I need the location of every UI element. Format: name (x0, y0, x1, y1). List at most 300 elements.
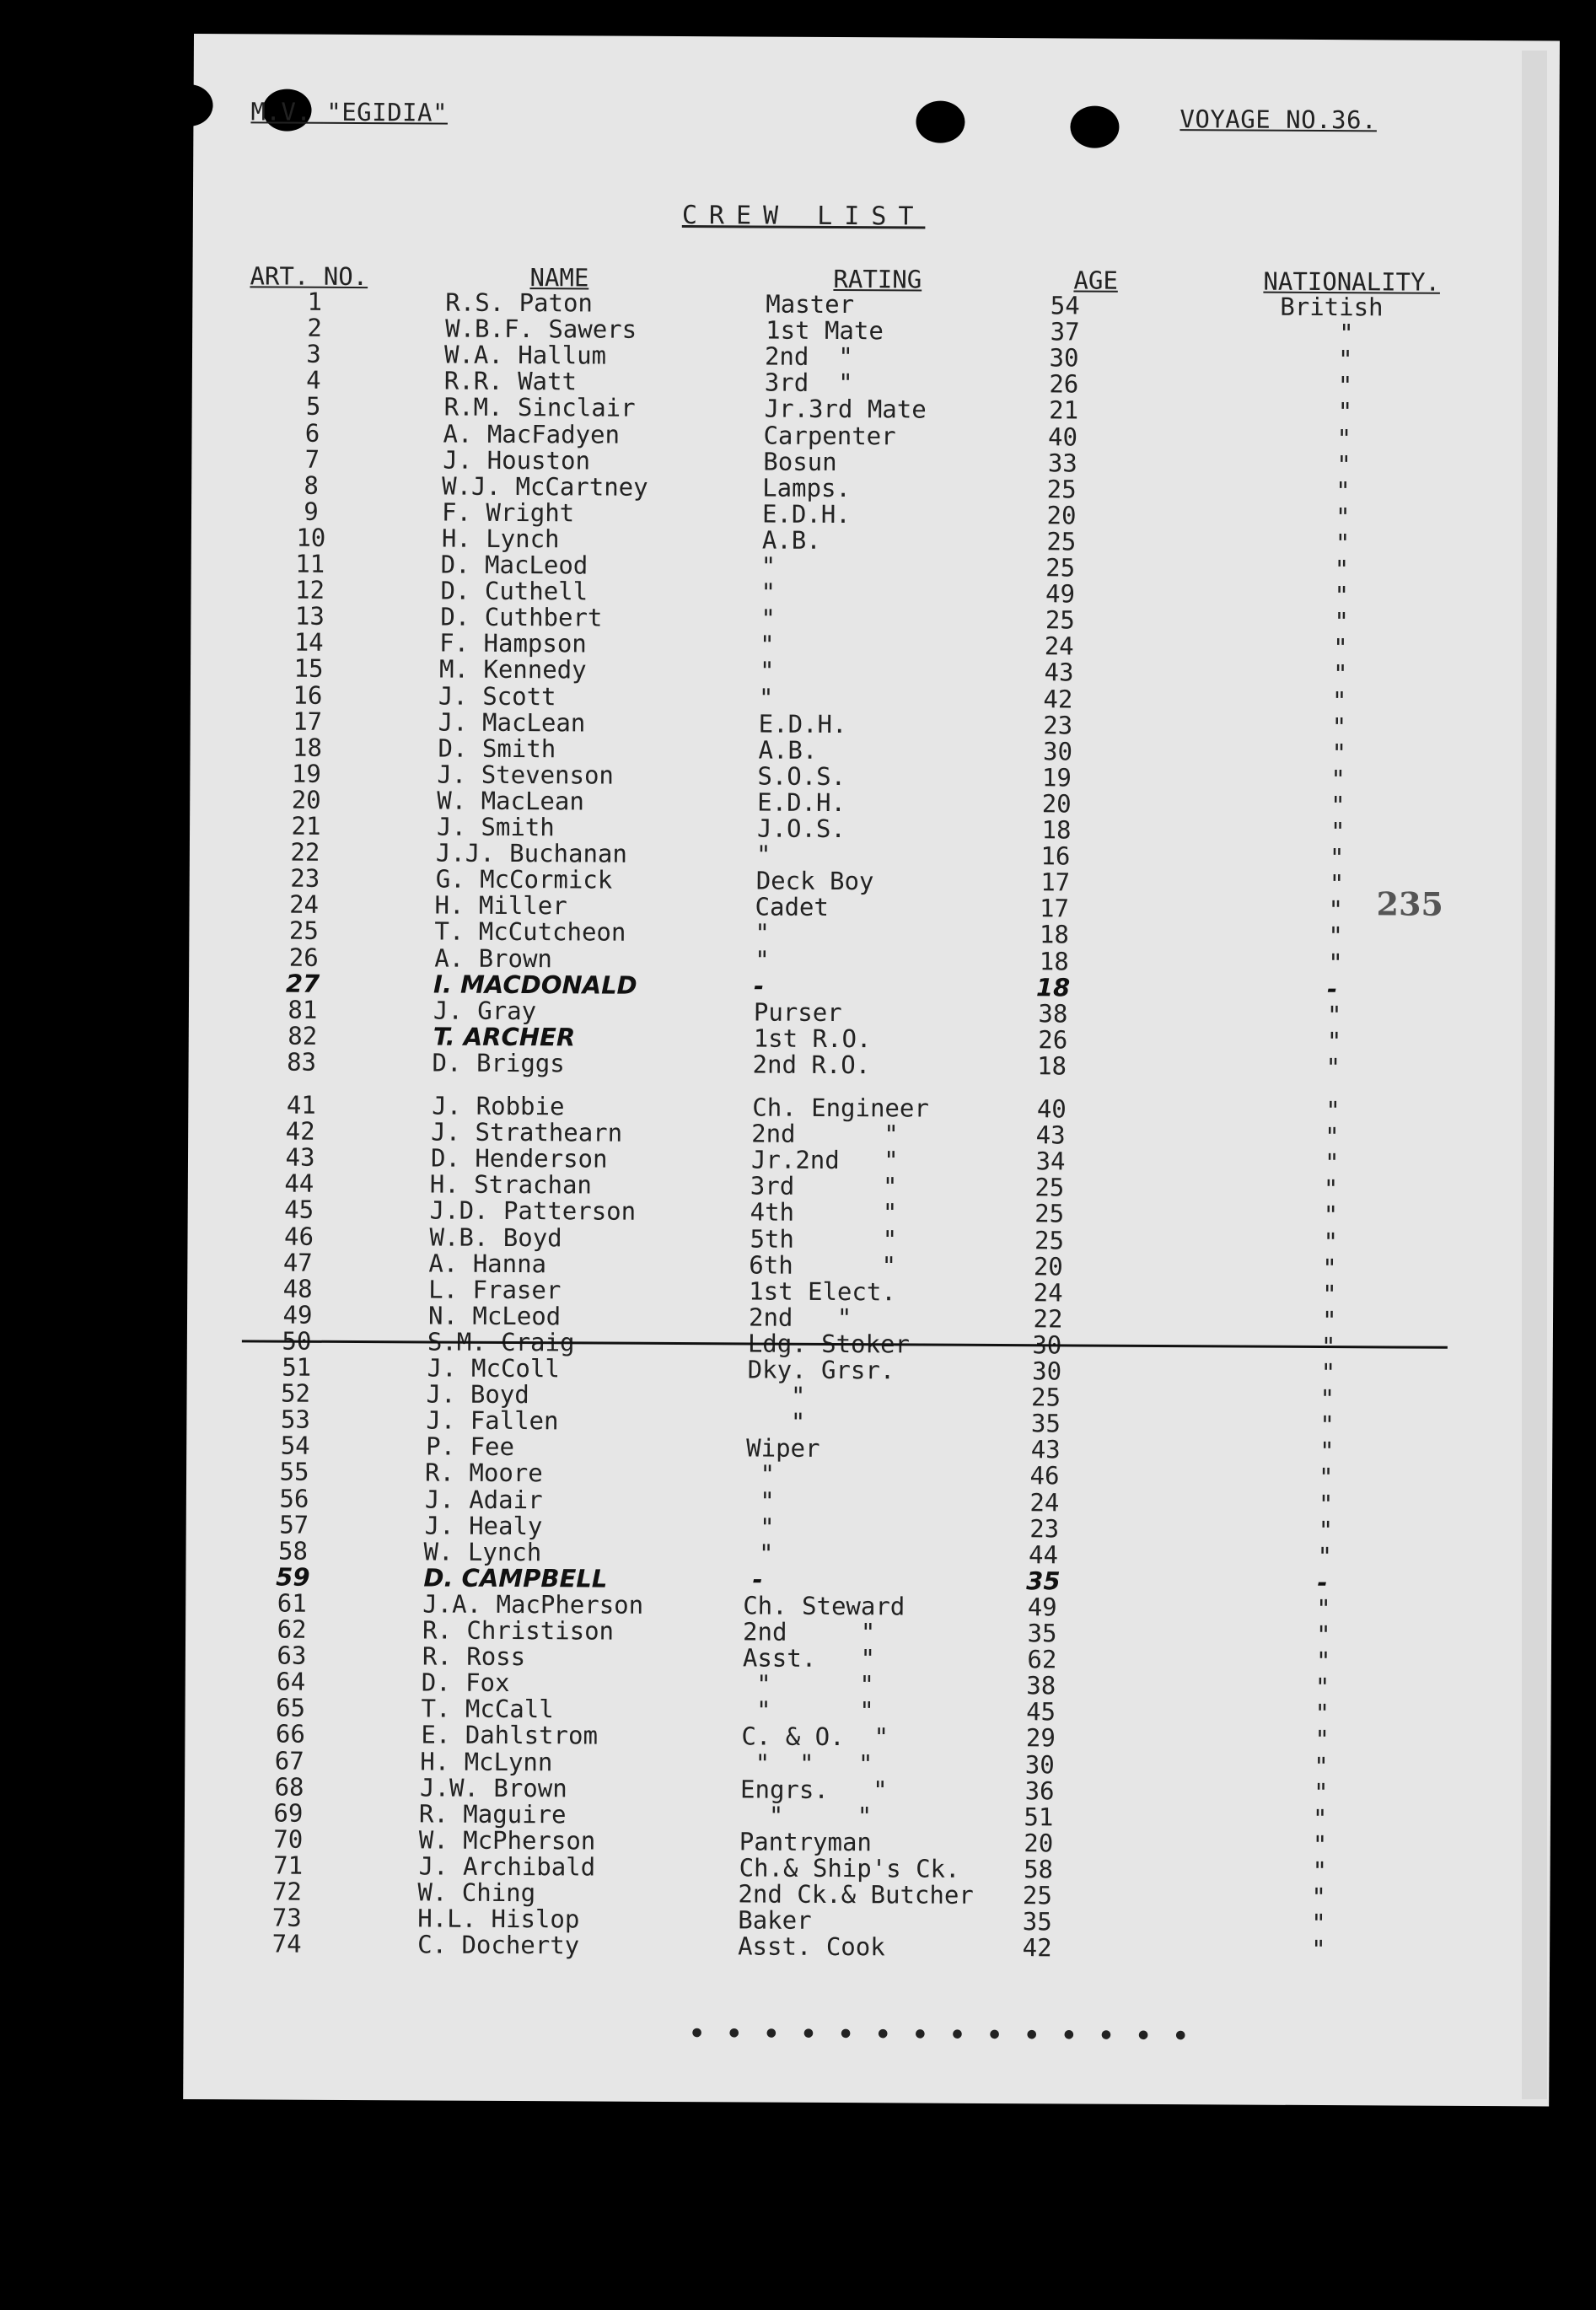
nationality-cell: " (1325, 1052, 1341, 1082)
name-cell: J.W. Brown (420, 1773, 567, 1802)
age-cell: 35 (1022, 1907, 1052, 1937)
age-cell: 38 (1026, 1671, 1056, 1700)
art-no-cell: 27 (285, 969, 320, 998)
name-cell: M. Kennedy (438, 654, 587, 685)
age-cell: 29 (1025, 1723, 1056, 1753)
name-cell: H.L. Hislop (417, 1904, 580, 1934)
art-no-cell: 18 (293, 733, 323, 762)
name-cell: T. McCutcheon (434, 916, 626, 948)
art-no-cell: 48 (282, 1274, 313, 1303)
art-no-cell: 44 (284, 1168, 314, 1199)
name-cell: J. Adair (424, 1484, 543, 1514)
art-no-cell: 26 (288, 943, 319, 972)
age-cell: 54 (1050, 291, 1080, 320)
nationality-cell: - (1317, 1567, 1328, 1597)
rating-cell: Wiper (746, 1433, 820, 1464)
art-no-cell: 82 (287, 1021, 318, 1050)
rating-cell: C. & O. " (741, 1722, 889, 1752)
art-no-cell: 72 (271, 1877, 303, 1906)
nationality-cell: " (1332, 659, 1348, 689)
rating-cell: 6th " (749, 1250, 897, 1280)
nationality-cell: " (1337, 345, 1353, 374)
rating-cell: " (760, 578, 777, 607)
age-cell: 25 (1045, 605, 1075, 635)
age-cell: 40 (1036, 1094, 1067, 1124)
nationality-cell: " (1336, 449, 1351, 479)
name-cell: C. Docherty (417, 1930, 580, 1960)
art-no-cell: 2 (307, 313, 322, 342)
art-no-cell: 9 (304, 497, 319, 526)
nationality-cell: " (1317, 1541, 1333, 1571)
name-cell: F. Wright (441, 497, 575, 528)
nationality-cell: " (1329, 869, 1345, 899)
name-cell: R.R. Watt (443, 366, 578, 396)
col-header-rating: RATING (833, 264, 922, 294)
rating-cell: Master (766, 289, 855, 320)
name-cell: R. Christison (422, 1615, 615, 1646)
voyage-number: VOYAGE NO.36. (1180, 105, 1378, 135)
punch-hole-left (164, 84, 212, 126)
nationality-cell: " (1316, 1593, 1331, 1623)
art-no-cell: 74 (271, 1929, 302, 1958)
name-cell: D. Fox (421, 1668, 510, 1698)
art-no-cell: 66 (275, 1719, 305, 1749)
nationality-cell: " (1318, 1489, 1334, 1518)
nationality-cell: " (1325, 1096, 1341, 1125)
name-cell: J. Smith (436, 812, 555, 842)
rating-cell: E.D.H. (758, 709, 847, 739)
age-cell: 20 (1033, 1251, 1063, 1281)
age-cell: 22 (1033, 1304, 1063, 1334)
nationality-cell: " (1312, 1856, 1328, 1885)
age-cell: 18 (1039, 946, 1069, 975)
rating-cell: 2nd R.O. (752, 1050, 871, 1080)
page-edge (1522, 51, 1547, 2099)
rating-cell: S.O.S. (757, 761, 846, 791)
nationality-cell: " (1318, 1515, 1334, 1544)
rating-cell: 2nd " (751, 1119, 899, 1149)
art-no-cell: 56 (279, 1484, 309, 1513)
nationality-cell: " (1323, 1174, 1339, 1204)
name-cell: I. MACDONALD (433, 970, 637, 1000)
art-no-cell: 61 (277, 1588, 307, 1618)
art-no-cell: 11 (295, 549, 325, 578)
age-cell: 24 (1033, 1277, 1063, 1308)
art-no-cell: 22 (290, 837, 320, 867)
age-cell: 24 (1044, 631, 1074, 661)
name-cell: D. MacLeod (440, 550, 588, 580)
age-cell: 19 (1041, 763, 1072, 792)
nationality-cell: " (1333, 633, 1348, 663)
nationality-cell: " (1314, 1699, 1330, 1728)
art-no-cell: 53 (280, 1405, 310, 1434)
rating-cell: Cadet (755, 892, 829, 922)
art-no-cell: 64 (276, 1667, 306, 1696)
age-cell: 35 (1030, 1409, 1061, 1438)
name-cell: H. McLynn (420, 1746, 553, 1776)
rating-cell: Purser (753, 997, 842, 1027)
name-cell: J. Boyd (426, 1379, 529, 1410)
nationality-cell: " (1331, 712, 1347, 741)
art-no-cell: 58 (278, 1536, 309, 1566)
age-cell: 43 (1044, 658, 1074, 687)
art-no-cell: 3 (306, 339, 321, 368)
name-cell: J. Strathearn (431, 1117, 623, 1147)
nationality-cell: " (1314, 1725, 1330, 1754)
nationality-cell: " (1334, 555, 1350, 584)
art-no-cell: 67 (274, 1746, 304, 1775)
nationality-cell: " (1312, 1829, 1328, 1859)
age-cell: 30 (1032, 1356, 1062, 1386)
name-cell: S.M. Craig (427, 1327, 575, 1357)
age-cell: 20 (1046, 501, 1077, 530)
rating-cell: 2nd Ck.& Butcher (738, 1879, 974, 1910)
age-cell: 20 (1024, 1828, 1054, 1858)
rating-cell: " (760, 630, 775, 659)
rating-cell: Engrs. " (740, 1775, 888, 1804)
nationality-cell: " (1330, 764, 1346, 793)
rating-cell: Asst. " (742, 1643, 876, 1673)
col-header-nationality: NATIONALITY. (1263, 266, 1441, 297)
art-no-cell: 52 (280, 1378, 311, 1408)
name-cell: A. Hanna (428, 1249, 547, 1278)
nationality-cell: " (1336, 423, 1352, 453)
rating-cell: Baker (738, 1905, 812, 1935)
nationality-cell: " (1330, 790, 1346, 820)
art-no-cell: 5 (305, 392, 321, 422)
age-cell: 26 (1038, 1025, 1068, 1055)
rating-cell: Deck Boy (755, 866, 874, 896)
nationality-cell: " (1326, 1026, 1342, 1056)
age-cell: 43 (1035, 1120, 1066, 1150)
name-cell: R.S. Paton (445, 287, 594, 318)
art-no-cell: 81 (287, 995, 318, 1024)
art-no-cell: 83 (287, 1047, 317, 1077)
name-cell: D. Henderson (430, 1143, 608, 1174)
name-cell: F. Hampson (439, 628, 587, 658)
age-cell: 42 (1022, 1933, 1052, 1963)
rating-cell: E.D.H. (757, 787, 846, 817)
nationality-cell: " (1337, 397, 1353, 427)
age-cell: 44 (1029, 1539, 1059, 1570)
art-no-cell: 49 (282, 1300, 313, 1330)
art-no-cell: 69 (273, 1798, 304, 1828)
art-no-cell: 70 (273, 1824, 304, 1854)
name-cell: J. Houston (443, 445, 591, 475)
nationality-cell: " (1319, 1384, 1335, 1414)
art-no-cell: 1 (307, 287, 323, 316)
rating-cell: " (744, 1485, 775, 1516)
rating-cell: Lamps. (762, 473, 852, 502)
art-no-cell: 24 (289, 889, 320, 920)
age-cell: 18 (1037, 1051, 1067, 1081)
rating-cell: " (744, 1459, 776, 1490)
rating-cell: Ch. Engineer (752, 1093, 929, 1123)
nationality-cell: " (1321, 1305, 1337, 1335)
age-cell: 17 (1040, 868, 1071, 897)
art-no-cell: 19 (291, 759, 321, 788)
rating-cell: Carpenter (763, 421, 896, 450)
age-cell: 43 (1030, 1435, 1061, 1464)
rating-cell: " (760, 604, 776, 633)
rating-cell: Bosun (763, 447, 837, 476)
rating-cell: Pantryman (739, 1827, 873, 1857)
name-cell: H. Strachan (429, 1169, 593, 1200)
nationality-cell: " (1326, 1000, 1342, 1029)
art-no-cell: 47 (282, 1248, 313, 1277)
name-cell: D. CAMPBELL (423, 1563, 608, 1593)
age-cell: 33 (1047, 448, 1077, 478)
rating-cell: " (755, 918, 770, 948)
age-cell: 20 (1041, 789, 1072, 819)
age-cell: 21 (1049, 395, 1079, 425)
age-cell: 30 (1024, 1749, 1055, 1779)
art-no-cell: 23 (290, 863, 320, 893)
nationality-cell: " (1335, 528, 1351, 558)
age-cell: 40 (1047, 422, 1078, 451)
age-cell: 30 (1043, 736, 1073, 766)
name-cell: P. Fee (426, 1432, 515, 1462)
nationality-cell: " (1318, 1463, 1334, 1492)
rating-cell: " " (741, 1669, 874, 1700)
age-cell: 24 (1029, 1487, 1060, 1517)
punch-hole-right (1070, 105, 1119, 148)
rating-cell: 3rd " (750, 1171, 898, 1201)
footer-dots: • • • • • • • • • • • • • • (689, 2019, 1192, 2052)
name-cell: D. Cuthell (440, 576, 588, 606)
name-cell: D. Smith (438, 733, 556, 763)
nationality-cell: " (1324, 1148, 1340, 1178)
rating-cell: Jr.3rd Mate (764, 394, 927, 424)
art-no-cell: 57 (279, 1510, 309, 1539)
nationality-cell: " (1339, 319, 1354, 348)
age-cell: 36 (1024, 1775, 1055, 1805)
rating-cell: A.B. (758, 735, 818, 765)
nationality-cell: British (1280, 292, 1384, 322)
art-no-cell: 46 (283, 1222, 314, 1251)
name-cell: H. Miller (434, 890, 567, 921)
nationality-cell: " (1314, 1673, 1330, 1702)
vessel-name: M.V. "EGIDIA" (250, 97, 449, 127)
page-title: CREW LIST (681, 201, 926, 232)
art-no-cell: 4 (306, 365, 321, 395)
rating-cell: A.B. (761, 525, 821, 555)
name-cell: J. Robbie (432, 1091, 565, 1121)
rating-cell: " " (741, 1695, 874, 1726)
rating-cell: 1st R.O. (753, 1023, 872, 1054)
name-cell: J. Scott (438, 681, 556, 711)
rating-cell: " (744, 1539, 774, 1568)
art-no-cell: 16 (293, 680, 323, 710)
rating-cell: - (754, 971, 765, 1001)
rating-cell: - (744, 1565, 763, 1594)
name-cell: J.D. Patterson (429, 1195, 637, 1227)
rating-cell: Ch.& Ship's Ck. (739, 1853, 960, 1883)
rating-cell: 1st Elect. (749, 1276, 896, 1307)
age-cell: 25 (1034, 1199, 1065, 1228)
name-cell: J. Stevenson (437, 760, 615, 790)
art-no-cell: 41 (286, 1090, 316, 1120)
rating-cell: " (744, 1512, 775, 1542)
nationality-cell: " (1315, 1647, 1331, 1676)
nationality-cell: " (1328, 948, 1343, 977)
art-no-cell: 43 (285, 1142, 315, 1172)
name-cell: J. Archibald (418, 1851, 596, 1882)
art-no-cell: 54 (280, 1431, 310, 1461)
art-no-cell: 59 (276, 1562, 310, 1592)
rating-cell: Jr.2nd " (750, 1145, 899, 1175)
art-no-cell: 65 (276, 1693, 306, 1723)
name-cell: J. Fallen (426, 1405, 559, 1436)
nationality-cell: " (1311, 1882, 1327, 1912)
name-cell: H. Lynch (441, 524, 560, 554)
age-cell: 17 (1040, 894, 1070, 923)
nationality-cell: " (1328, 895, 1344, 925)
nationality-cell: " (1314, 1777, 1329, 1807)
age-cell: 38 (1038, 998, 1068, 1029)
name-cell: J. Gray (433, 996, 537, 1025)
nationality-cell: " (1311, 1909, 1326, 1938)
name-cell: D. Cuthbert (440, 602, 603, 632)
nationality-cell: " (1328, 921, 1343, 951)
age-cell: 35 (1026, 1566, 1061, 1596)
art-no-cell: 13 (294, 601, 325, 631)
rating-cell: Dky. Grsr. (747, 1355, 895, 1385)
age-cell: 18 (1041, 815, 1072, 845)
name-cell: W.A. Hallum (443, 340, 607, 370)
name-cell: T. McCall (421, 1694, 554, 1724)
art-no-cell: 12 (294, 575, 325, 604)
nationality-cell: " (1331, 685, 1347, 715)
nationality-cell: " (1334, 607, 1349, 637)
nationality-cell: " (1320, 1358, 1336, 1388)
rating-cell: " (760, 551, 777, 581)
nationality-cell: " (1335, 475, 1351, 505)
name-cell: J. McColl (427, 1353, 560, 1383)
age-cell: 25 (1045, 553, 1076, 583)
name-cell: G. McCormick (435, 864, 613, 894)
rating-cell: " (746, 1407, 806, 1437)
name-cell: W.B. Boyd (429, 1222, 562, 1252)
nationality-cell: - (1326, 974, 1338, 1003)
age-cell: 25 (1030, 1383, 1061, 1412)
age-cell: 26 (1049, 369, 1079, 399)
art-no-cell: 10 (296, 523, 326, 552)
document-page (183, 34, 1560, 2106)
name-cell: W. McPherson (418, 1825, 596, 1856)
rating-cell: " (755, 944, 770, 975)
age-cell: 16 (1040, 841, 1071, 871)
name-cell: T. ARCHER (433, 1022, 576, 1052)
name-cell: W. Lynch (423, 1537, 542, 1566)
name-cell: W. Ching (417, 1878, 536, 1908)
name-cell: R. Maguire (418, 1799, 567, 1829)
rating-cell: Ch. Steward (743, 1591, 905, 1621)
nationality-cell: " (1322, 1253, 1337, 1282)
age-cell: 34 (1035, 1147, 1066, 1176)
age-cell: 62 (1027, 1645, 1057, 1674)
nationality-cell: " (1330, 817, 1346, 846)
art-no-cell: 62 (277, 1614, 307, 1644)
age-cell: 35 (1027, 1619, 1057, 1648)
age-cell: 25 (1034, 1173, 1065, 1202)
col-header-name: NAME (529, 263, 589, 293)
nationality-cell: " (1323, 1201, 1339, 1230)
name-cell: E. Dahlstrom (421, 1720, 599, 1750)
age-cell: 25 (1046, 474, 1077, 504)
name-cell: J.A. MacPherson (422, 1589, 644, 1620)
rating-cell: E.D.H. (761, 499, 851, 529)
art-no-cell: 73 (271, 1903, 302, 1932)
age-cell: 23 (1043, 710, 1073, 740)
col-header-art-no: ART. NO. (250, 261, 368, 292)
art-no-cell: 50 (282, 1326, 312, 1356)
name-cell: D. Briggs (432, 1048, 565, 1078)
age-cell: 23 (1029, 1513, 1060, 1543)
art-no-cell: 42 (285, 1116, 315, 1146)
rating-cell: " (755, 840, 771, 869)
name-cell: W.J. McCartney (442, 471, 648, 502)
art-no-cell: 6 (304, 418, 320, 448)
punch-hole-center (916, 100, 965, 142)
rating-cell: " (758, 683, 774, 712)
nationality-cell: " (1312, 1803, 1328, 1833)
age-cell: 49 (1027, 1593, 1057, 1622)
rating-cell: 2nd " (748, 1303, 852, 1332)
age-cell: 25 (1034, 1225, 1065, 1254)
rating-cell: 5th " (750, 1223, 898, 1254)
age-cell: 37 (1050, 317, 1080, 346)
art-no-cell: 63 (277, 1641, 307, 1670)
art-no-cell: 8 (304, 470, 320, 500)
age-cell: 45 (1026, 1697, 1056, 1727)
art-no-cell: 15 (293, 654, 324, 684)
age-cell: 18 (1035, 972, 1071, 1002)
nationality-cell: " (1322, 1279, 1337, 1308)
nationality-cell: " (1329, 843, 1345, 873)
nationality-cell: " (1314, 1751, 1329, 1781)
art-no-cell: 71 (273, 1851, 304, 1880)
nationality-cell: " (1334, 581, 1350, 610)
nationality-cell: " (1319, 1410, 1335, 1440)
art-no-cell: 7 (304, 444, 320, 474)
age-cell: 42 (1043, 684, 1073, 713)
age-cell: 30 (1049, 343, 1079, 373)
age-cell: 25 (1022, 1881, 1052, 1910)
name-cell: J. MacLean (438, 707, 586, 738)
nationality-cell: " (1337, 371, 1353, 400)
age-cell: 18 (1039, 920, 1069, 949)
name-cell: R.M. Sinclair (443, 392, 636, 423)
nationality-cell: " (1325, 1122, 1340, 1152)
rating-cell: " (746, 1381, 806, 1410)
rating-cell: 2nd " (742, 1617, 876, 1647)
name-cell: L. Fraser (428, 1275, 562, 1304)
art-no-cell: 68 (274, 1772, 304, 1802)
nationality-cell: " (1311, 1935, 1326, 1964)
name-cell: N. McLeod (427, 1301, 562, 1331)
age-cell: 25 (1046, 527, 1077, 556)
nationality-cell: " (1335, 502, 1351, 531)
nationality-cell: " (1331, 738, 1347, 767)
col-header-age: AGE (1073, 266, 1118, 295)
rating-cell: " " (739, 1801, 873, 1830)
rating-cell: 3rd " (764, 368, 853, 398)
art-no-cell: 21 (291, 811, 321, 841)
side-note-number: 235 (1376, 884, 1444, 923)
art-no-cell: 20 (291, 785, 321, 814)
rating-cell: 2nd " (764, 341, 853, 372)
